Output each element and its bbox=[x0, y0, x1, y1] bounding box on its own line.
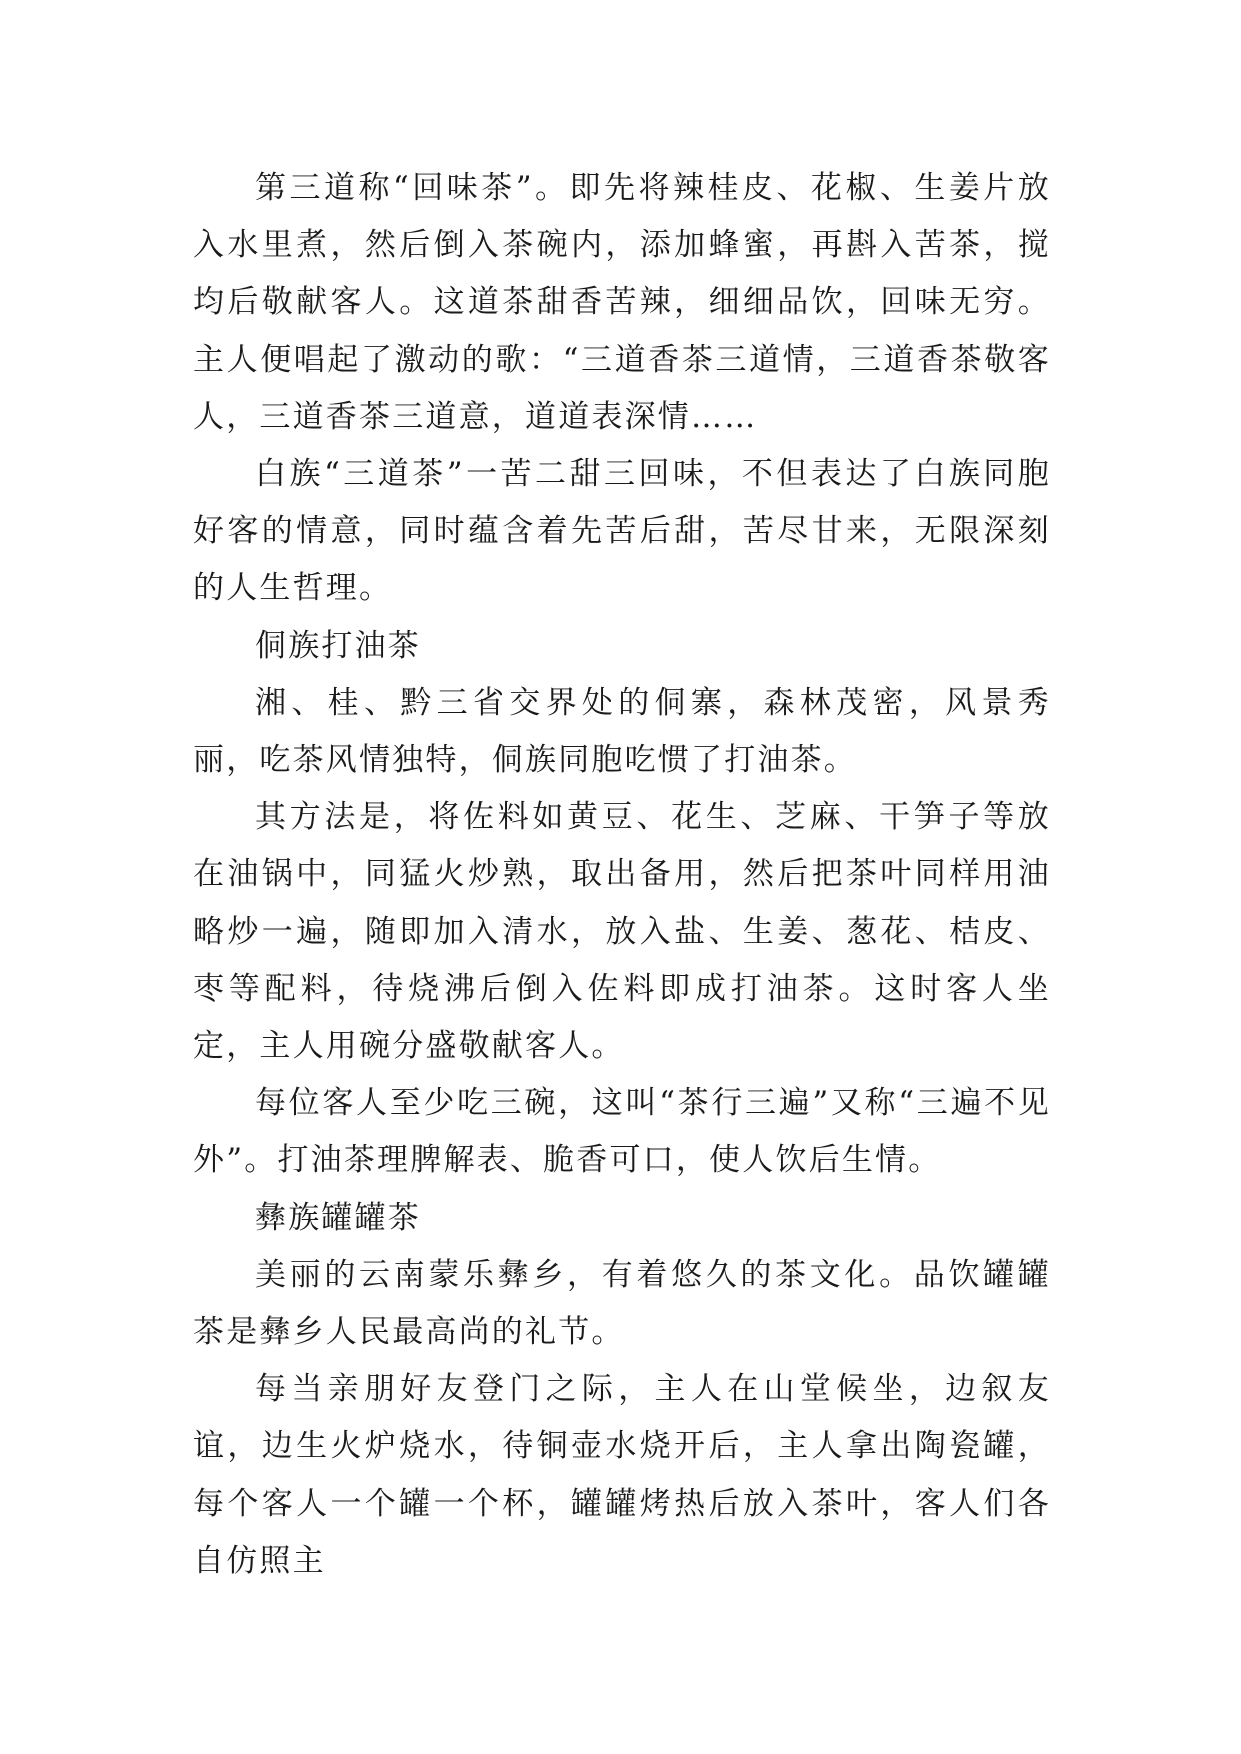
paragraph-method: 其方法是，将佐料如黄豆、花生、芝麻、干笋子等放在油锅中，同猛火炒熟，取出备用，然后把茶叶同样用油略炒一遍，随即加入清水，放入盐、生姜、葱花、桔皮、枣等配料，待烧沸后倒入佐料即成打油茶。这时客人坐定，主人用碗分盛敬献客人。 bbox=[193, 799, 1051, 1065]
paragraph-san-dao-cha-summary: 白族“三道茶”一苦二甜三回味，不但表达了白族同胞好客的情意，同时蕴含着先苦后甜，苦尽甘来，无限深刻的人生哲理。 bbox=[193, 456, 1051, 607]
paragraph-yi-xiang: 美丽的云南蒙乐彝乡，有着悠久的茶文化。品饮罐罐茶是彝乡人民最高尚的礼节。 bbox=[193, 1256, 1051, 1351]
paragraph-san-bian: 每位客人至少吃三碗，这叫“茶行三遍”又称“三遍不见外”。打油茶理脾解表、脆香可口，使人饮后生情。 bbox=[193, 1085, 1051, 1179]
paragraph-hui-wei-cha: 第三道称“回味茶”。即先将辣桂皮、花椒、生姜片放入水里煮，然后倒入茶碗内，添加蜂蜜，再斟入苦茶，搅均后敬献客人。这道茶甜香苦辣，细细品饮，回味无穷。主人便唱起了激动的歌：“三道香茶三道情，三道香茶敬客人，三道香茶三道意，道道表深情…… bbox=[193, 170, 1051, 435]
paragraph-dong-zhai: 湘、桂、黔三省交界处的侗寨，森林茂密，风景秀丽，吃茶风情独特，侗族同胞吃惯了打油茶。 bbox=[193, 684, 1051, 779]
section-heading-dong-zu: 侗族打油茶 bbox=[255, 627, 421, 664]
section-heading-yi-zu: 彝族罐罐茶 bbox=[255, 1199, 421, 1236]
paragraph-guests: 每当亲朋好友登门之际，主人在山堂候坐，边叙友谊，边生火炉烧水，待铜壶水烧开后，主人拿出陶瓷罐，每个客人一个罐一个杯，罐罐烤热后放入茶叶，客人们各自仿照主 bbox=[193, 1371, 1051, 1579]
body-text bbox=[193, 160, 1051, 1590]
